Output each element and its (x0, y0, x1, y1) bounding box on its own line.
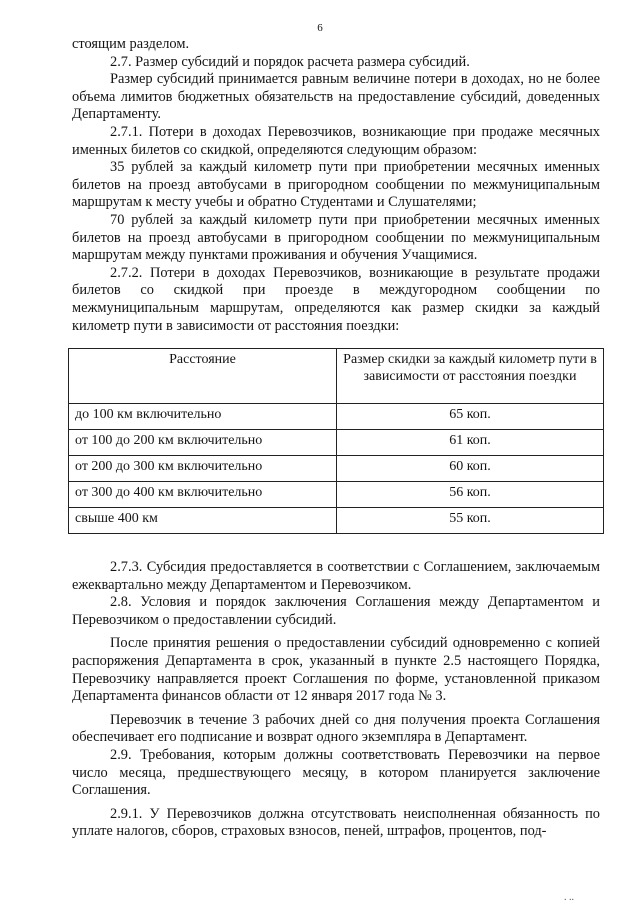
table-row (69, 430, 604, 456)
section-2-8: 2.8. Условия и порядок заключения Соглашения между Департаментом и Перевозчиком о предоставлении субсидий. (72, 594, 600, 628)
table-header-discount: Размер скидки за каждый километр пути в зависимости от расстояния поездки (337, 349, 604, 404)
paragraph-continuation: стоящим разделом. (72, 36, 190, 52)
table-cell-distance: от 200 до 300 км включительно (69, 456, 337, 482)
table-cell-distance: свыше 400 км (69, 508, 337, 534)
table-cell-distance: от 300 до 400 км включительно (69, 482, 337, 508)
corner-mark: . .. (564, 892, 574, 903)
section-2-7-3: 2.7.3. Субсидия предоставляется в соответствии с Соглашением, заключаемым ежеквартально между Департаментом и Перевозчиком. (72, 559, 600, 593)
table-cell-distance: до 100 км включительно (69, 404, 337, 430)
paragraph-subsidy-size: Размер субсидий принимается равным величине потери в доходах, но не более объема лимитов бюджетных обязательств на предоставление субсидий, доведенных Департаменту. (72, 71, 600, 123)
table-header-row (69, 349, 604, 404)
discount-table (68, 348, 604, 534)
paragraph-carrier-signing: Перевозчик в течение 3 рабочих дней со дня получения проекта Соглашения обеспечивает его подписание и возврат одного экземпляра в Департамент. (72, 711, 600, 746)
section-2-9: 2.9. Требования, которым должны соответствовать Перевозчики на первое число месяца, предшествующего месяцу, в котором планируется заключение Соглашения. (72, 747, 600, 799)
paragraph-35-rubles: 35 рублей за каждый километр пути при приобретении месячных именных билетов на проезд автобусами в пригородном сообщении по межмуниципальным маршрутам к месту учебы и обратно Студентами и Слушателями; (72, 159, 600, 211)
table-header-distance: Расстояние (69, 349, 337, 404)
table-row (69, 482, 604, 508)
table-cell-discount: 56 коп. (337, 482, 604, 508)
page-number: 6 (317, 22, 323, 34)
section-2-7-1: 2.7.1. Потери в доходах Перевозчиков, возникающие при продаже месячных именных билетов со скидкой, определяются следующим образом: (72, 123, 600, 158)
table-row (69, 508, 604, 534)
document-body (72, 36, 600, 841)
table-cell-distance: от 100 до 200 км включительно (69, 430, 337, 456)
table-cell-discount: 55 коп. (337, 508, 604, 534)
table-cell-discount: 65 коп. (337, 404, 604, 430)
section-2-7-2: 2.7.2. Потери в доходах Перевозчиков, возникающие в результате продажи билетов со скидкой при проезде в междугородном сообщении по межмуниципальным маршрутам, определяются как размер скидки за каждый километр пути в зависимости от расстояния поездки: (72, 264, 600, 334)
table-cell-discount: 60 коп. (337, 456, 604, 482)
section-2-9-1: 2.9.1. У Перевозчиков должна отсутствовать неисполненная обязанность по уплате налогов, сборов, страховых взносов, пеней, штрафов, процентов, под- (72, 805, 600, 840)
paragraph-after-decision: После принятия решения о предоставлении субсидий одновременно с копией распоряжения Департамента в срок, указанный в пункте 2.5 настоящего Порядка, Перевозчику направляется проект Соглашения по форме, установленной приказом Департамента финансов области от 12 января 2017 года № 3. (72, 635, 600, 705)
table-row (69, 404, 604, 430)
table-cell-discount: 61 коп. (337, 430, 604, 456)
section-2-7-heading: 2.7. Размер субсидий и порядок расчета размера субсидий. (110, 53, 470, 70)
paragraph-70-rubles: 70 рублей за каждый километр пути при приобретении месячных именных билетов на проезд автобусами в пригородном сообщении по межмуниципальным маршрутам между пунктами проживания и обучения Учащимися. (72, 211, 600, 264)
table-row (69, 456, 604, 482)
